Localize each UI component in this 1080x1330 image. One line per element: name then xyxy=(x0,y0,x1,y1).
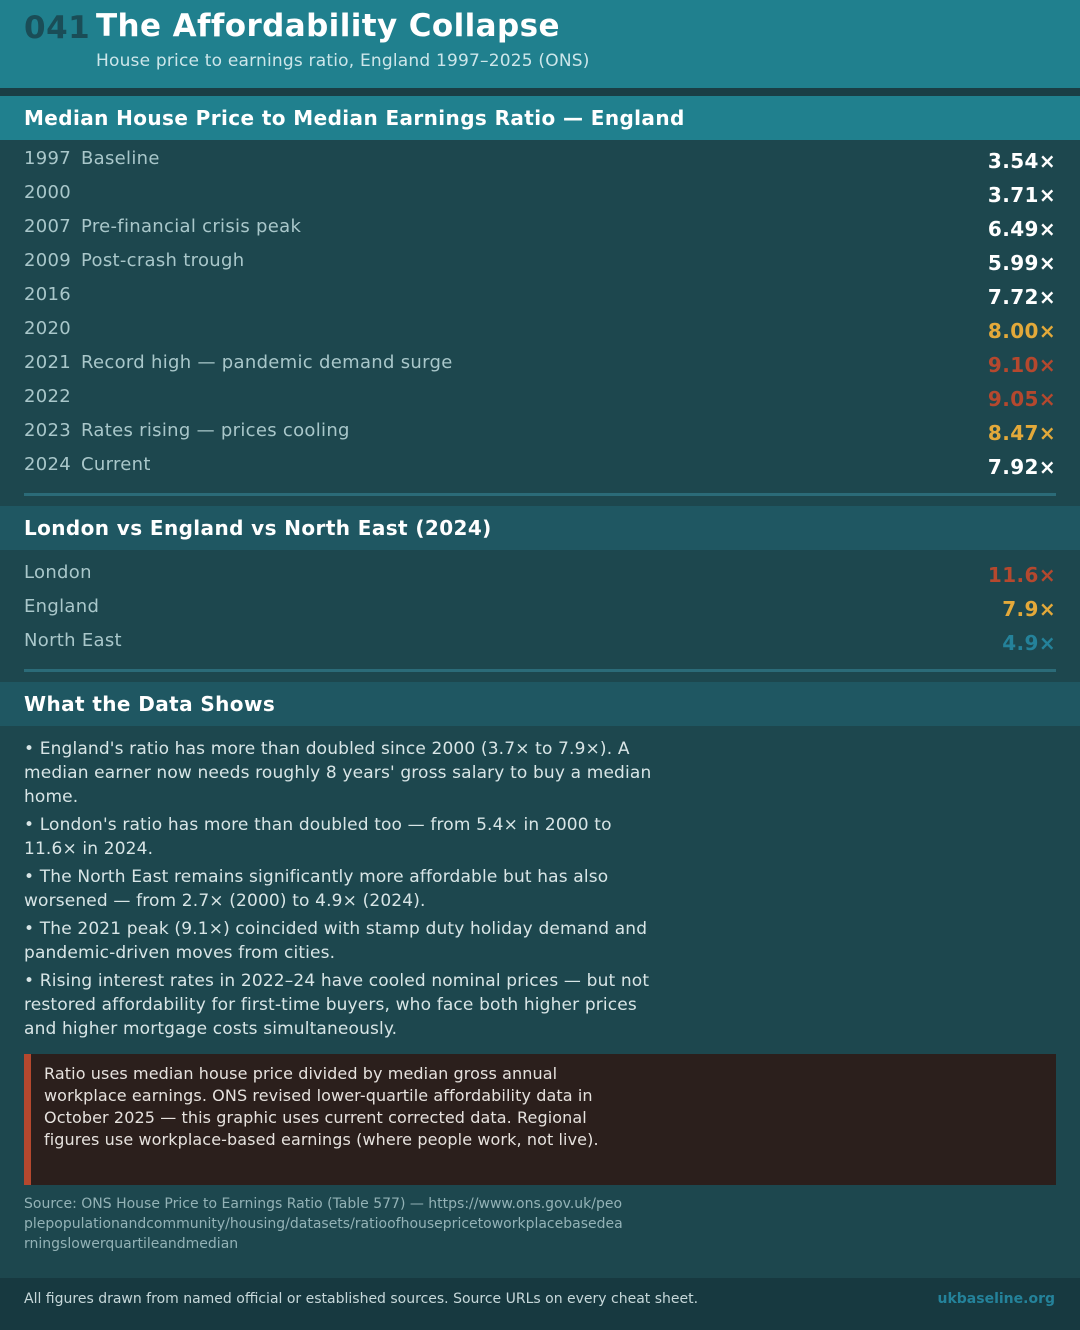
ratio-row-label: Baseline xyxy=(81,148,160,169)
ratio-row xyxy=(24,144,1056,178)
ratio-row xyxy=(24,314,1056,348)
region-row-name: North East xyxy=(24,630,122,651)
header-divider xyxy=(0,88,1080,96)
ratio-row-label: Post-crash trough xyxy=(81,250,245,271)
page-title: The Affordability Collapse xyxy=(96,8,560,44)
insight-bullet: • The 2021 peak (9.1×) coincided with stamp duty holiday demand and pandemic-driven moves from cities. xyxy=(24,919,648,963)
region-row xyxy=(24,592,1056,626)
ratio-row-value: 9.10× xyxy=(987,353,1056,377)
sheet-number: 041 xyxy=(24,10,91,46)
header xyxy=(0,0,1080,88)
region-row-name: England xyxy=(24,596,100,617)
section-divider xyxy=(24,669,1056,672)
region-row-value: 4.9× xyxy=(1002,631,1056,655)
ratio-row-year: 1997 xyxy=(24,148,72,169)
source-citation: Source: ONS House Price to Earnings Ratio (Table 577) — https://www.ons.gov.uk/peoplepopulationandcommunity/housing/datasets/ratioofhousepricetoworkplacebasedearningslowerquartileandmedian xyxy=(24,1196,623,1252)
ratio-row-year: 2023 xyxy=(24,420,72,441)
ratio-row xyxy=(24,382,1056,416)
ratio-row-year: 2016 xyxy=(24,284,72,305)
page-subtitle: House price to earnings ratio, England 1997–2025 (ONS) xyxy=(96,51,590,71)
methodology-note xyxy=(24,1054,1056,1185)
ratio-row xyxy=(24,280,1056,314)
ratio-row-value: 3.71× xyxy=(987,183,1056,207)
insight-bullet: • England's ratio has more than doubled since 2000 (3.7× to 7.9×). A median earner now needs roughly 8 years' gross salary to buy a median home. xyxy=(24,739,652,807)
ratio-row-value: 3.54× xyxy=(987,149,1056,173)
methodology-note-text: Ratio uses median house price divided by median gross annual workplace earnings. ONS revised lower-quartile affordability data in October 2025 — this graphic uses current corrected data. Regional figures use workplace-based earnings (where people work, not live). xyxy=(44,1064,599,1149)
ratio-row xyxy=(24,246,1056,280)
footer-text: All figures drawn from named official or established sources. Source URLs on every cheat sheet. xyxy=(24,1291,699,1307)
insight-bullet: • The North East remains significantly more affordable but has also worsened — from 2.7× (2000) to 4.9× (2024). xyxy=(24,867,609,911)
insight-bullet: • Rising interest rates in 2022–24 have cooled nominal prices — but not restored affordability for first-time buyers, who face both higher prices and higher mortgage costs simultaneously. xyxy=(24,971,650,1039)
region-row-value: 11.6× xyxy=(987,563,1056,587)
region-row xyxy=(24,626,1056,660)
ratio-row xyxy=(24,348,1056,382)
england-section-heading: Median House Price to Median Earnings Ratio — England xyxy=(0,96,1080,140)
region-row xyxy=(24,558,1056,592)
ratio-row-value: 8.00× xyxy=(987,319,1056,343)
insight-bullet: • London's ratio has more than doubled too — from 5.4× in 2000 to 11.6× in 2024. xyxy=(24,815,612,859)
ratio-row-label: Current xyxy=(81,454,151,475)
ratio-row-label: Pre-financial crisis peak xyxy=(81,216,302,237)
ratio-row-value: 9.05× xyxy=(987,387,1056,411)
ratio-row-year: 2022 xyxy=(24,386,72,407)
section-divider xyxy=(24,493,1056,496)
region-row-value: 7.9× xyxy=(1002,597,1056,621)
region-row-name: London xyxy=(24,562,92,583)
ratio-row xyxy=(24,178,1056,212)
ratio-row-year: 2000 xyxy=(24,182,72,203)
ratio-row xyxy=(24,212,1056,246)
insights-section-heading: What the Data Shows xyxy=(0,682,1080,726)
ratio-row-value: 5.99× xyxy=(987,251,1056,275)
ratio-row-year: 2021 xyxy=(24,352,72,373)
regions-section-heading: London vs England vs North East (2024) xyxy=(0,506,1080,550)
ratio-row-label: Rates rising — prices cooling xyxy=(81,420,350,441)
ratio-row-value: 7.72× xyxy=(987,285,1056,309)
ratio-row-year: 2007 xyxy=(24,216,72,237)
footer xyxy=(0,1278,1080,1330)
ratio-row xyxy=(24,450,1056,484)
ratio-row-year: 2020 xyxy=(24,318,72,339)
ratio-row-year: 2009 xyxy=(24,250,72,271)
insights-list xyxy=(24,737,664,1045)
ratio-row-value: 6.49× xyxy=(987,217,1056,241)
ratio-row-year: 2024 xyxy=(24,454,72,475)
ratio-row-value: 7.92× xyxy=(987,455,1056,479)
footer-brand-link[interactable]: ukbaseline.org xyxy=(937,1291,1055,1307)
ratio-row-label: Record high — pandemic demand surge xyxy=(81,352,453,373)
ratio-row xyxy=(24,416,1056,450)
ratio-row-value: 8.47× xyxy=(987,421,1056,445)
